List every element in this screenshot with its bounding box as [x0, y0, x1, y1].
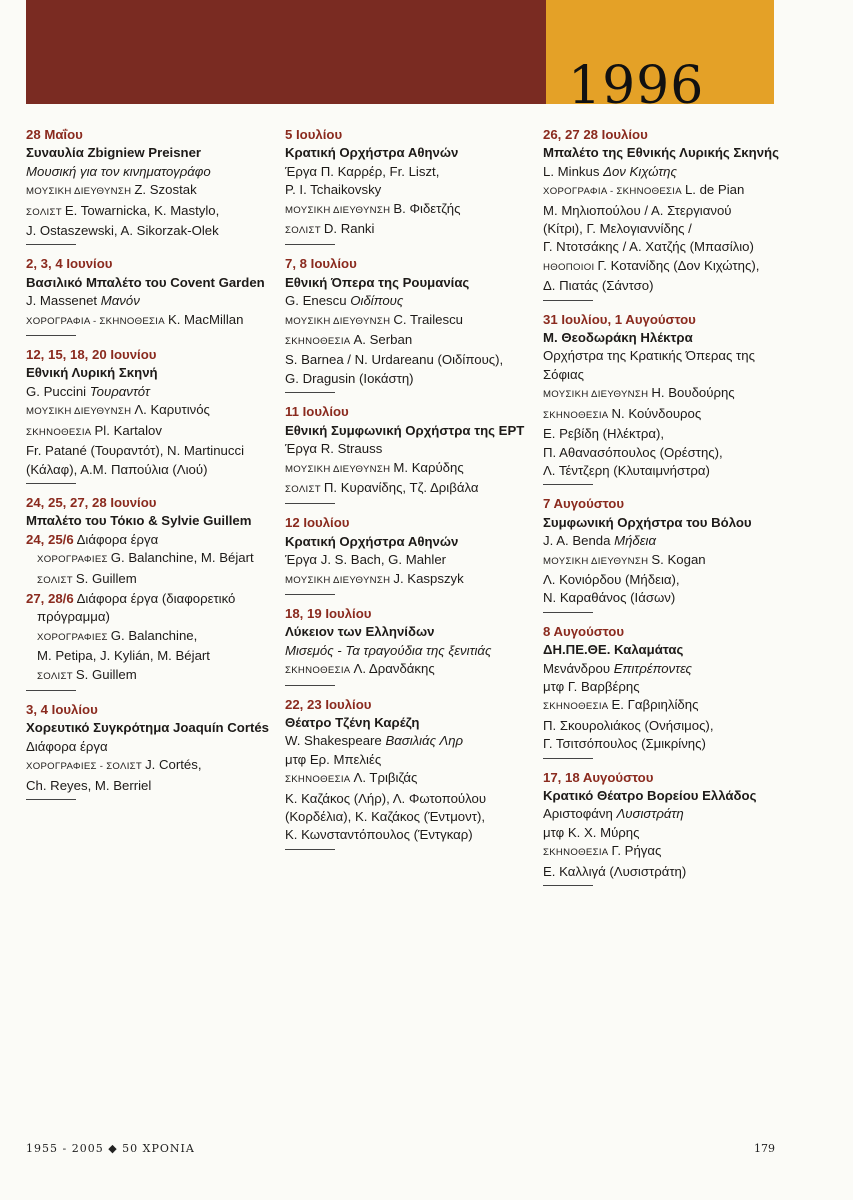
credit-text: Ch. Reyes, M. Berriel	[26, 777, 152, 793]
entry-date: 17, 18 Αυγούστου	[543, 769, 654, 785]
entry-line	[543, 805, 788, 823]
credit-text: Διάφορα έργα	[26, 738, 108, 754]
entry-line	[285, 751, 530, 769]
credit-text: J. A. Benda	[543, 533, 615, 549]
entry-line	[543, 660, 788, 678]
credit-text: Ε. Γαβριηλίδης	[611, 697, 699, 713]
credit-text: Έργα Π. Καρρέρ, Fr. Liszt,	[285, 163, 440, 179]
credit-text: S. Kogan	[651, 551, 706, 567]
entry-line	[26, 756, 271, 776]
entry-date: 11 Ιουλίου	[285, 404, 349, 420]
entry-line	[26, 647, 271, 665]
credit-text: Λ. Καρυτινός	[134, 402, 210, 418]
credit-text: Ε. Καλλιγά (Λυσιστράτη)	[543, 863, 687, 879]
credit-text: Σόφιας	[543, 366, 584, 382]
entry-line	[543, 181, 788, 201]
programme-entry	[26, 494, 271, 691]
entry-date: 7, 8 Ιουλίου	[285, 256, 357, 272]
entry-line	[26, 222, 271, 240]
entry-line	[26, 163, 271, 181]
entry-line	[543, 220, 788, 238]
entry-line	[285, 292, 530, 310]
column-2	[285, 126, 530, 860]
credit-text: S. Guillem	[75, 666, 137, 682]
entry-line	[543, 257, 788, 277]
entry-line	[543, 163, 788, 181]
programme-entry	[26, 346, 271, 484]
entry-line	[26, 311, 271, 331]
credit-text: Δ. Πιατάς (Σάντσο)	[543, 278, 654, 294]
entry-line	[26, 666, 271, 686]
programme-entry	[285, 605, 530, 686]
entry-line	[26, 202, 271, 222]
year-heading: 1996	[568, 56, 705, 116]
entry-line	[543, 696, 788, 716]
credit-text: Έργα R. Strauss	[285, 441, 383, 457]
entry-line	[26, 442, 271, 460]
entry-ensemble: Συμφωνική Ορχήστρα του Βόλου	[543, 514, 752, 530]
credit-text: (Κίτρι), Γ. Μελογιαννίδης /	[543, 221, 692, 237]
credit-role: ΣΟΛΙΣΤ	[26, 206, 62, 218]
entry-line	[285, 163, 530, 181]
entry-line	[285, 826, 530, 844]
entry-line	[285, 459, 530, 479]
credit-text: L. Minkus	[543, 163, 604, 179]
entry-line	[285, 642, 530, 660]
credit-text: Λ. Τέντζερη (Κλυταιμνήστρα)	[543, 462, 710, 478]
entry-line	[543, 532, 788, 550]
credit-role: ΜΟΥΣΙΚΗ ΔΙΕΥΘΥΝΣΗ	[285, 204, 391, 216]
credit-text: E. Towarnicka, K. Mastylo,	[64, 202, 220, 218]
entry-ensemble: Λύκειον των Ελληνίδων	[285, 624, 435, 640]
credit-role: ΣΟΛΙΣΤ	[37, 670, 73, 682]
entry-line	[285, 769, 530, 789]
entry-line	[26, 570, 271, 590]
entry-line	[285, 808, 530, 826]
credit-role: ΜΟΥΣΙΚΗ ΔΙΕΥΘΥΝΣΗ	[285, 315, 391, 327]
entry-date: 18, 19 Ιουλίου	[285, 605, 372, 621]
credit-role: ΗΘΟΠΟΙΟΙ	[543, 261, 595, 273]
work-title: Μήδεια	[614, 533, 657, 549]
entry-line	[285, 440, 530, 458]
entry-line	[26, 181, 271, 201]
credit-text: S. Barnea / N. Urdareanu (Οιδίπους),	[285, 352, 504, 368]
credit-text: Γ. Κοτανίδης (Δον Κιχώτης),	[597, 257, 760, 273]
entry-line	[26, 383, 271, 401]
entry-date: 8 Αυγούστου	[543, 623, 625, 639]
entry-line	[285, 370, 530, 388]
credit-role: ΣΚΗΝΟΘΕΣΙΑ	[285, 774, 351, 786]
entry-line	[543, 735, 788, 753]
footer-anniversary: 1955 - 2005 ◆ 50 ΧΡΟΝΙΑ	[26, 1142, 195, 1155]
credit-text: Ε. Ρεβίδη (Ηλέκτρα),	[543, 426, 665, 442]
programme-entry	[543, 769, 788, 886]
credit-text: Μ. Καρύδης	[393, 459, 464, 475]
entry-date: 12 Ιουλίου	[285, 515, 350, 531]
work-title: Δον Κιχώτης	[603, 163, 677, 179]
entry-line	[26, 627, 271, 647]
entry-ensemble: ΔΗ.ΠΕ.ΘΕ. Καλαμάτας	[543, 642, 684, 658]
entry-date: 12, 15, 18, 20 Ιουνίου	[26, 347, 157, 363]
credit-text: Γ. Ρήγας	[611, 843, 662, 859]
programme-entry	[26, 255, 271, 336]
credit-role: ΣΚΗΝΟΘΕΣΙΑ	[543, 409, 609, 421]
entry-date: 31 Ιουλίου, 1 Αυγούστου	[543, 311, 696, 327]
credit-text: μτφ Κ. Χ. Μύρης	[543, 824, 640, 840]
credit-text: J. Massenet	[26, 293, 101, 309]
work-title: Οιδίπους	[350, 293, 404, 309]
entry-line	[26, 292, 271, 310]
credit-text: P. I. Tchaikovsky	[285, 182, 382, 198]
credit-role: ΧΟΡΟΓΡΑΦΙΑ - ΣΚΗΝΟΘΕΣΙΑ	[543, 186, 682, 198]
credit-text: Π. Σκουρολιάκος (Ονήσιμος),	[543, 717, 714, 733]
credit-text: Αριστοφάνη	[543, 806, 617, 822]
credit-text: Ν. Κούνδουρος	[611, 405, 702, 421]
credit-text: Διάφορα έργα (διαφορετικό	[73, 590, 236, 606]
credit-role: ΧΟΡΟΓΡΑΦΙΑ - ΣΚΗΝΟΘΕΣΙΑ	[26, 315, 165, 327]
credit-text: (Κορδέλια), Κ. Καζάκος (Έντμοντ),	[285, 809, 486, 824]
entry-line	[543, 238, 788, 256]
work-title: Μουσική για τον κινηματογράφο	[26, 163, 211, 179]
entry-line	[26, 422, 271, 442]
credit-text: L. de Pian	[684, 182, 745, 198]
credit-text: J. Cortés,	[145, 757, 202, 773]
credit-text: C. Trailescu	[393, 311, 463, 327]
credit-text: W. Shakespeare	[285, 733, 386, 749]
credit-text: Fr. Patané (Τουραντότ), N. Martinucci	[26, 443, 244, 459]
entry-line	[26, 401, 271, 421]
sub-date: 27, 28/6	[26, 590, 74, 606]
entry-line	[285, 732, 530, 750]
entry-date: 3, 4 Ιουλίου	[26, 701, 98, 717]
entry-line	[26, 777, 271, 795]
entry-ensemble: Εθνική Λυρική Σκηνή	[26, 365, 158, 381]
credit-text: G. Balanchine,	[110, 627, 198, 643]
entry-line	[26, 738, 271, 756]
entry-line	[285, 790, 530, 808]
credit-role: ΣΟΛΙΣΤ	[285, 483, 321, 495]
entry-line	[285, 200, 530, 220]
credit-text: Λ. Δρανδάκης	[353, 661, 435, 677]
credit-role: ΣΚΗΝΟΘΕΣΙΑ	[26, 426, 92, 438]
work-title: Λυσιστράτη	[616, 806, 684, 822]
credit-role: ΣΚΗΝΟΘΕΣΙΑ	[285, 665, 351, 677]
entry-line	[543, 425, 788, 443]
work-title: Μισεμός - Τα τραγούδια της ξενιτιάς	[285, 642, 492, 658]
credit-role: ΧΟΡΟΓΡΑΦΙΕΣ - ΣΟΛΙΣΤ	[26, 761, 143, 773]
entry-line	[26, 608, 271, 626]
credit-text: G. Dragusin (Ιοκάστη)	[285, 370, 414, 386]
credit-role: ΧΟΡΟΓΡΑΦΙΕΣ	[37, 631, 108, 643]
entry-date: 28 Μαΐου	[26, 127, 83, 142]
credit-text: S. Guillem	[75, 570, 137, 586]
work-title: Επιτρέποντες	[613, 660, 692, 676]
credit-text: Διάφορα έργα	[73, 531, 159, 547]
credit-role: ΜΟΥΣΙΚΗ ΔΙΕΥΘΥΝΣΗ	[26, 406, 132, 418]
entry-ensemble: Μπαλέτο του Τόκιο & Sylvie Guillem	[26, 513, 252, 529]
entry-line	[285, 351, 530, 369]
entry-line	[543, 589, 788, 607]
credit-role: ΣΚΗΝΟΘΕΣΙΑ	[543, 701, 609, 713]
entry-ensemble: Μ. Θεοδωράκη Ηλέκτρα	[543, 330, 693, 346]
credit-text: (Κάλαφ), Α.Μ. Παπούλια (Λιού)	[26, 461, 208, 477]
credit-text: Pl. Kartalov	[94, 422, 162, 438]
work-title: Βασιλιάς Ληρ	[385, 733, 464, 749]
entry-line	[26, 590, 271, 608]
entry-line	[543, 444, 788, 462]
credit-text: Β. Φιδετζής	[393, 200, 461, 216]
entry-line	[543, 277, 788, 295]
credit-text: K. MacMillan	[167, 311, 244, 327]
credit-role: ΣΟΛΙΣΤ	[285, 225, 321, 237]
entry-line	[543, 366, 788, 384]
programme-entry	[285, 514, 530, 595]
programme-entry	[285, 255, 530, 393]
credit-text: J. Ostaszewski, A. Sikorzak-Olek	[26, 223, 219, 239]
entry-ensemble: Χορευτικό Συγκρότημα Joaquín Cortés	[26, 720, 270, 736]
entry-line	[543, 824, 788, 842]
credit-text: Π. Κυρανίδης, Τζ. Δριβάλα	[323, 479, 479, 495]
entry-line	[26, 531, 271, 549]
entry-date: 5 Ιουλίου	[285, 127, 343, 142]
credit-role: ΜΟΥΣΙΚΗ ΔΙΕΥΘΥΝΣΗ	[285, 463, 391, 475]
entry-line	[285, 181, 530, 199]
credit-text: G. Puccini	[26, 383, 90, 399]
credit-role: ΜΟΥΣΙΚΗ ΔΙΕΥΘΥΝΣΗ	[26, 186, 132, 198]
entry-ensemble: Κρατική Ορχήστρα Αθηνών	[285, 533, 459, 549]
credit-text: πρόγραμμα)	[37, 609, 110, 625]
credit-role: ΣΟΛΙΣΤ	[37, 574, 73, 586]
credit-text: Μενάνδρου	[543, 660, 614, 676]
credit-text: Μ. Μηλιοπούλου / Α. Στεργιανού	[543, 202, 732, 218]
entry-line	[543, 717, 788, 735]
entry-line	[543, 347, 788, 365]
entry-date: 22, 23 Ιουλίου	[285, 696, 372, 712]
programme-entry	[543, 311, 788, 486]
entry-date: 24, 25, 27, 28 Ιουνίου	[26, 494, 157, 510]
credit-text: Π. Αθανασόπουλος (Ορέστης),	[543, 444, 723, 460]
work-title: Τουραντότ	[89, 383, 150, 399]
entry-line	[26, 461, 271, 479]
programme-entry	[26, 701, 271, 800]
programme-entry	[285, 126, 530, 245]
credit-text: Έργα J. S. Bach, G. Mahler	[285, 552, 447, 568]
entry-line	[543, 202, 788, 220]
credit-text: Z. Szostak	[134, 182, 197, 198]
entry-ensemble: Μπαλέτο της Εθνικής Λυρικής Σκηνής	[543, 145, 779, 161]
entry-line	[543, 405, 788, 425]
entry-line	[285, 220, 530, 240]
page-number: 179	[754, 1142, 775, 1155]
sub-date: 24, 25/6	[26, 531, 74, 547]
credit-role: ΜΟΥΣΙΚΗ ΔΙΕΥΘΥΝΣΗ	[543, 555, 649, 567]
credit-role: ΧΟΡΟΓΡΑΦΙΕΣ	[37, 554, 108, 566]
credit-role: ΣΚΗΝΟΘΕΣΙΑ	[285, 336, 351, 348]
entry-date: 2, 3, 4 Ιουνίου	[26, 256, 113, 272]
entry-line	[543, 678, 788, 696]
credit-text: G. Enescu	[285, 293, 351, 309]
entry-line	[543, 571, 788, 589]
entry-line	[543, 384, 788, 404]
entry-line	[543, 863, 788, 881]
entry-line	[543, 551, 788, 571]
credit-text: Ν. Καραθάνος (Ιάσων)	[543, 590, 676, 606]
entry-ensemble: Συναυλία Zbigniew Preisner	[26, 145, 202, 161]
entry-line	[285, 551, 530, 569]
credit-role: ΜΟΥΣΙΚΗ ΔΙΕΥΘΥΝΣΗ	[543, 389, 649, 401]
entry-date: 7 Αυγούστου	[543, 496, 625, 512]
credit-text: Λ. Τριβιζάς	[353, 770, 418, 786]
programme-entry	[285, 696, 530, 850]
entry-ensemble: Θέατρο Τζένη Καρέζη	[285, 714, 420, 730]
entry-date: 26, 27 28 Ιουλίου	[543, 127, 648, 142]
credit-text: μτφ Ερ. Μπελιές	[285, 751, 382, 767]
entry-line	[543, 842, 788, 862]
credit-text: Κ. Κωνσταντόπουλος (Έντγκαρ)	[285, 827, 473, 843]
entry-ensemble: Κρατική Ορχήστρα Αθηνών	[285, 145, 459, 161]
entry-line	[543, 462, 788, 480]
entry-line	[285, 660, 530, 680]
credit-text: Λ. Κονιόρδου (Μήδεια),	[543, 571, 680, 587]
header-band-red	[26, 0, 546, 104]
entry-ensemble: Εθνική Συμφωνική Ορχήστρα της ΕΡΤ	[285, 422, 525, 438]
column-1	[26, 126, 271, 810]
entry-line	[285, 479, 530, 499]
credit-text: μτφ Γ. Βαρβέρης	[543, 678, 640, 694]
column-3	[543, 126, 788, 896]
credit-text: Η. Βουδούρης	[651, 385, 735, 401]
credit-role: ΣΚΗΝΟΘΕΣΙΑ	[543, 847, 609, 859]
credit-text: A. Serban	[353, 332, 413, 348]
credit-text: Ορχήστρα της Κρατικής Όπερας της	[543, 348, 755, 364]
credit-text: Κ. Καζάκος (Λήρ), Λ. Φωτοπούλου	[285, 790, 487, 806]
programme-entry	[285, 403, 530, 504]
credit-text: D. Ranki	[323, 221, 375, 237]
entry-line	[285, 311, 530, 331]
credit-text: Γ. Ντοτσάκης / Α. Χατζής (Μπασίλιο)	[543, 239, 754, 255]
credit-text: G. Balanchine, M. Béjart	[110, 550, 254, 566]
programme-entry	[543, 126, 788, 301]
entry-line	[285, 331, 530, 351]
programme-entry	[543, 623, 788, 759]
entry-line	[26, 549, 271, 569]
entry-line	[285, 570, 530, 590]
credit-role: ΜΟΥΣΙΚΗ ΔΙΕΥΘΥΝΣΗ	[285, 574, 391, 586]
entry-ensemble: Κρατικό Θέατρο Βορείου Ελλάδος	[543, 788, 757, 803]
programme-entry	[543, 495, 788, 612]
credit-text: J. Kaspszyk	[393, 570, 464, 586]
work-title: Μανόν	[100, 293, 140, 309]
entry-ensemble: Βασιλικό Μπαλέτο του Covent Garden	[26, 274, 265, 290]
entry-ensemble: Εθνική Όπερα της Ρουμανίας	[285, 274, 470, 290]
credit-text: M. Petipa, J. Kylián, M. Béjart	[37, 648, 210, 664]
credit-text: Γ. Τσιτσόπουλος (Σμικρίνης)	[543, 736, 706, 752]
programme-entry	[26, 126, 271, 245]
